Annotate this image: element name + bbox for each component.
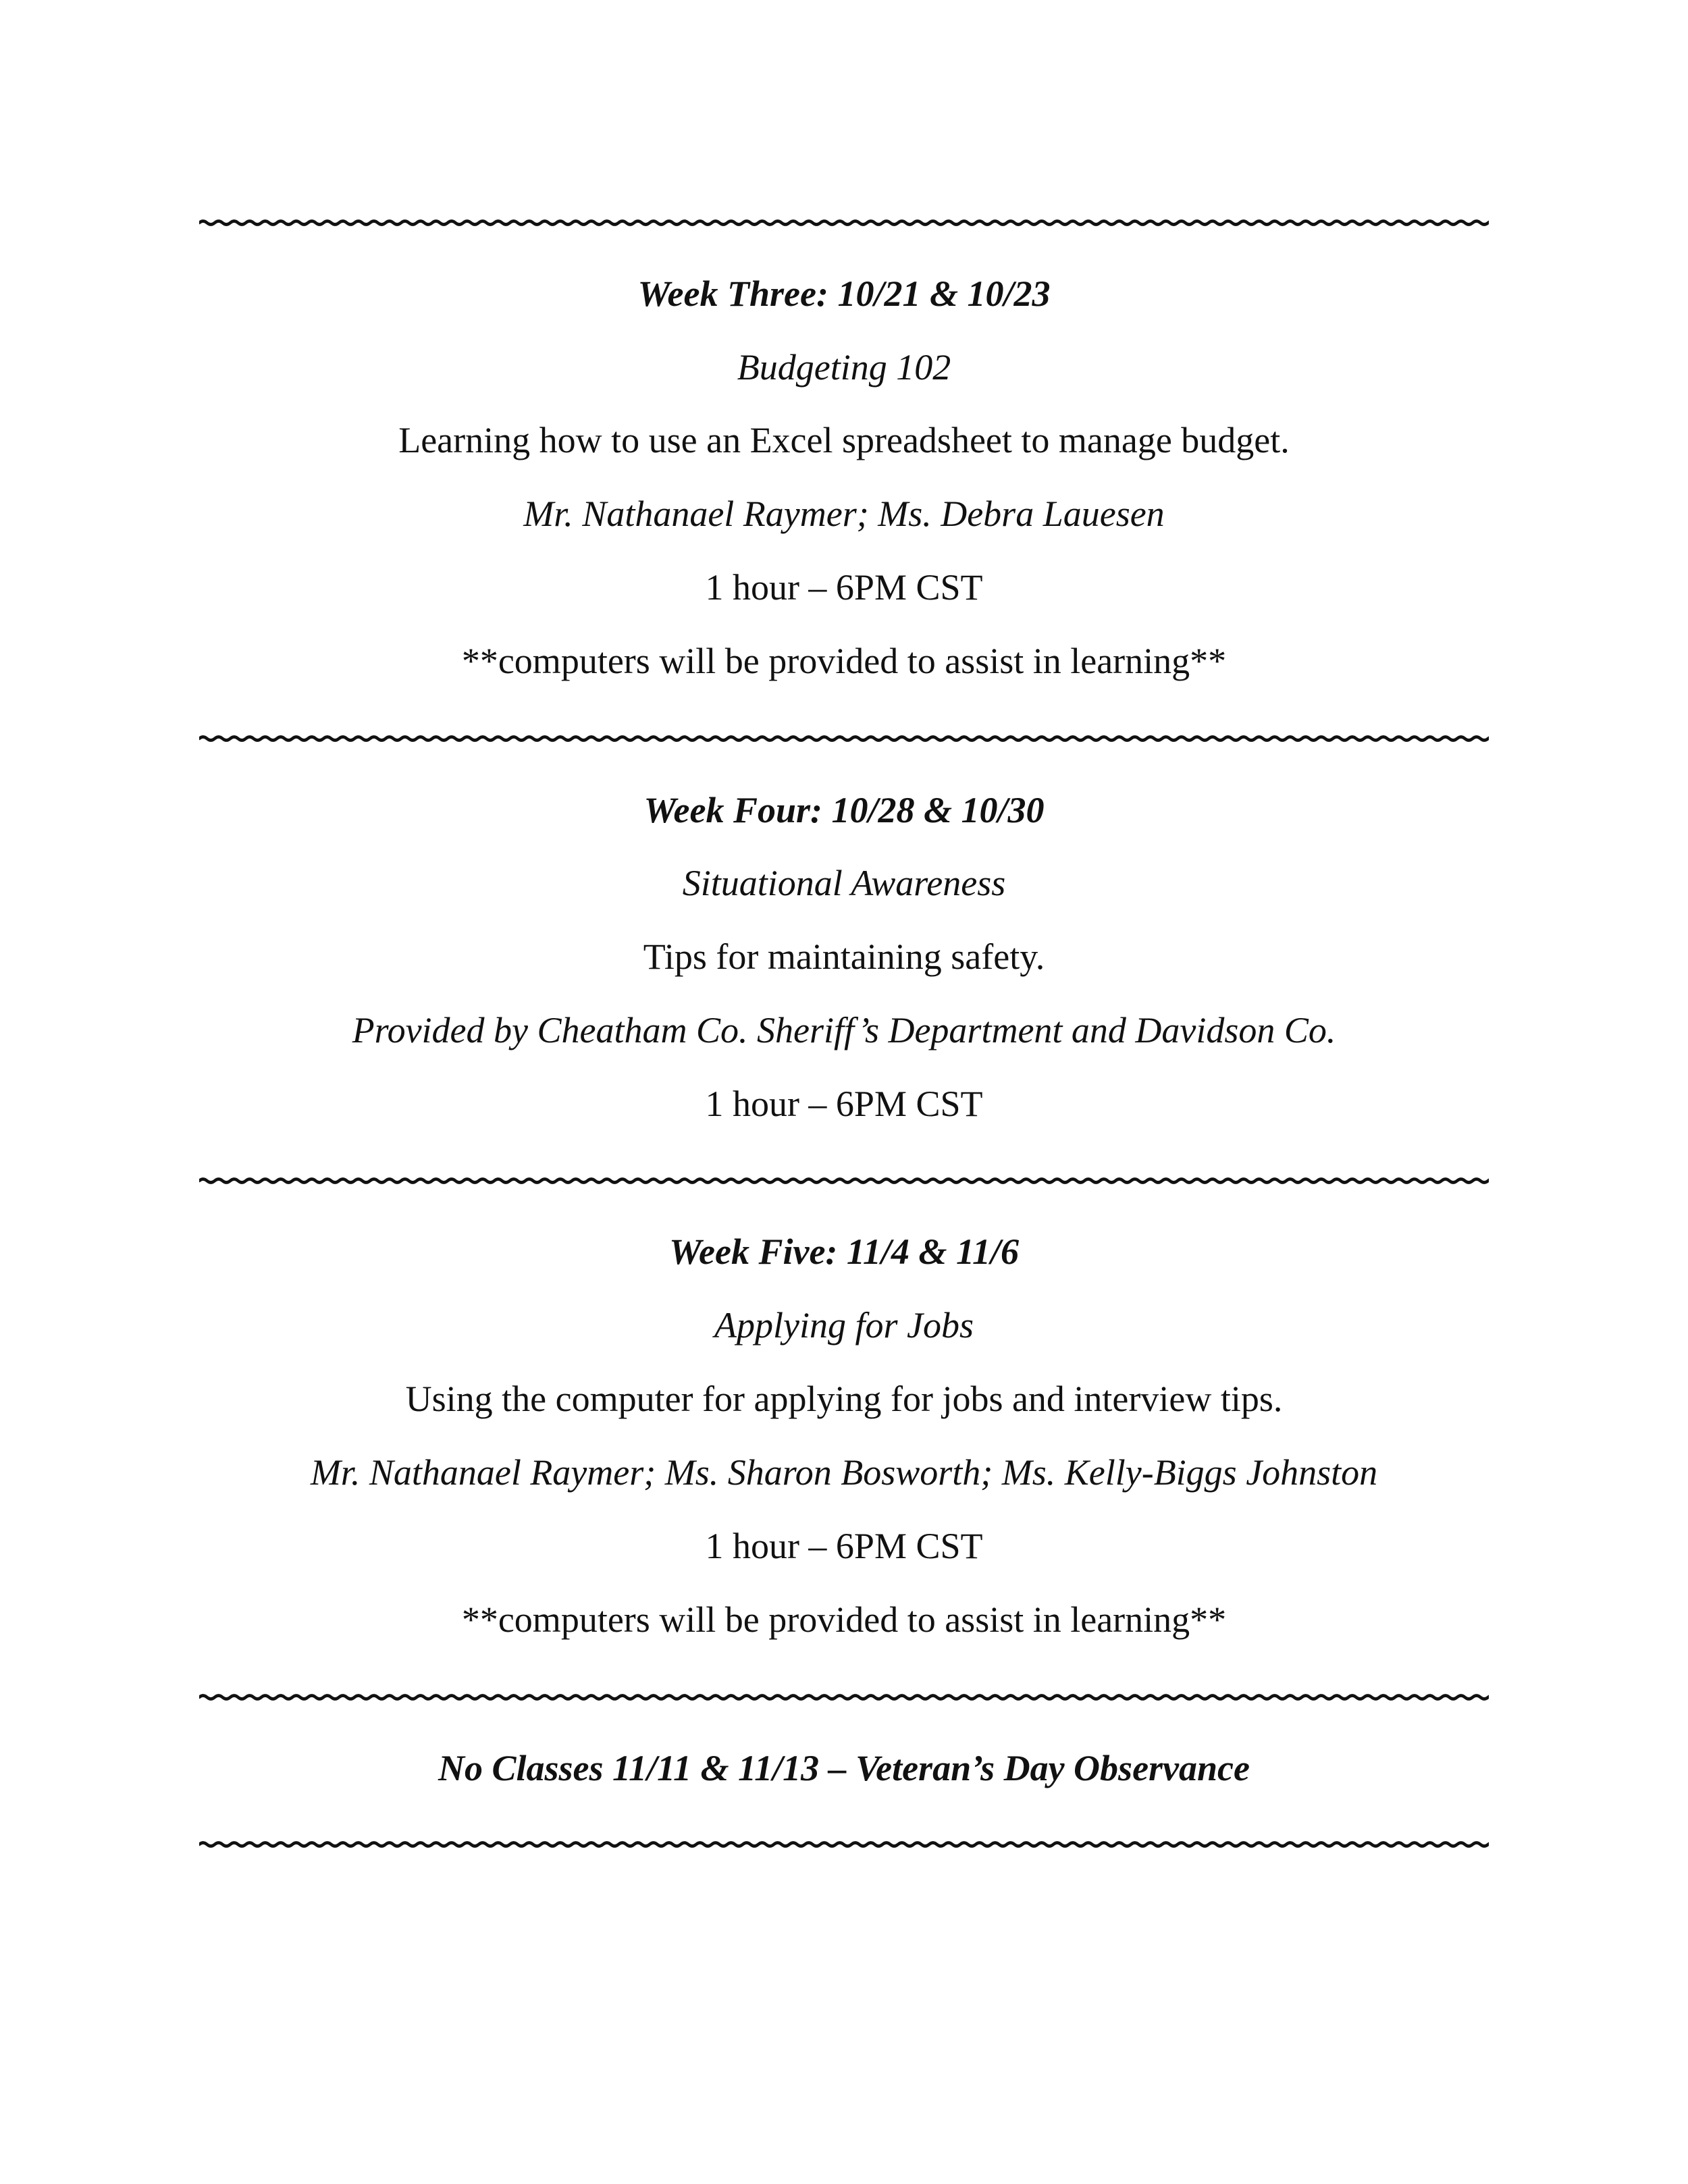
section-presenters: Provided by Cheatham Co. Sheriff’s Department and Davidson Co. <box>352 1010 1336 1050</box>
section-title: Budgeting 102 <box>737 347 951 388</box>
section-heading: Week Five: 11/4 & 11/6 <box>669 1231 1019 1272</box>
section-heading: Week Four: 10/28 & 10/30 <box>643 790 1045 830</box>
closing-notice: No Classes 11/11 & 11/13 – Veteran’s Day Observance <box>438 1748 1250 1788</box>
wavy-divider <box>199 730 1489 747</box>
section-description: Learning how to use an Excel spreadsheet to manage budget. <box>398 420 1290 460</box>
section-time: 1 hour – 6PM CST <box>705 567 983 608</box>
section-heading: Week Three: 10/21 & 10/23 <box>637 273 1051 314</box>
section-title: Situational Awareness <box>682 863 1006 903</box>
wavy-divider <box>199 1173 1489 1189</box>
section-description: Using the computer for applying for jobs and interview tips. <box>405 1379 1283 1419</box>
section-description: Tips for maintaining safety. <box>643 936 1045 977</box>
section-note: **computers will be provided to assist in learning** <box>461 641 1227 681</box>
section-time: 1 hour – 6PM CST <box>705 1084 983 1124</box>
section-time: 1 hour – 6PM CST <box>705 1526 983 1566</box>
section-note: **computers will be provided to assist in learning** <box>461 1599 1227 1640</box>
section-presenters: Mr. Nathanael Raymer; Ms. Debra Lauesen <box>523 494 1165 534</box>
section-presenters: Mr. Nathanael Raymer; Ms. Sharon Bosworth; Ms. Kelly-Biggs Johnston <box>310 1452 1378 1493</box>
section-title: Applying for Jobs <box>714 1305 974 1346</box>
wavy-divider <box>199 215 1489 231</box>
wavy-divider <box>199 1836 1489 1853</box>
wavy-divider <box>199 1689 1489 1705</box>
